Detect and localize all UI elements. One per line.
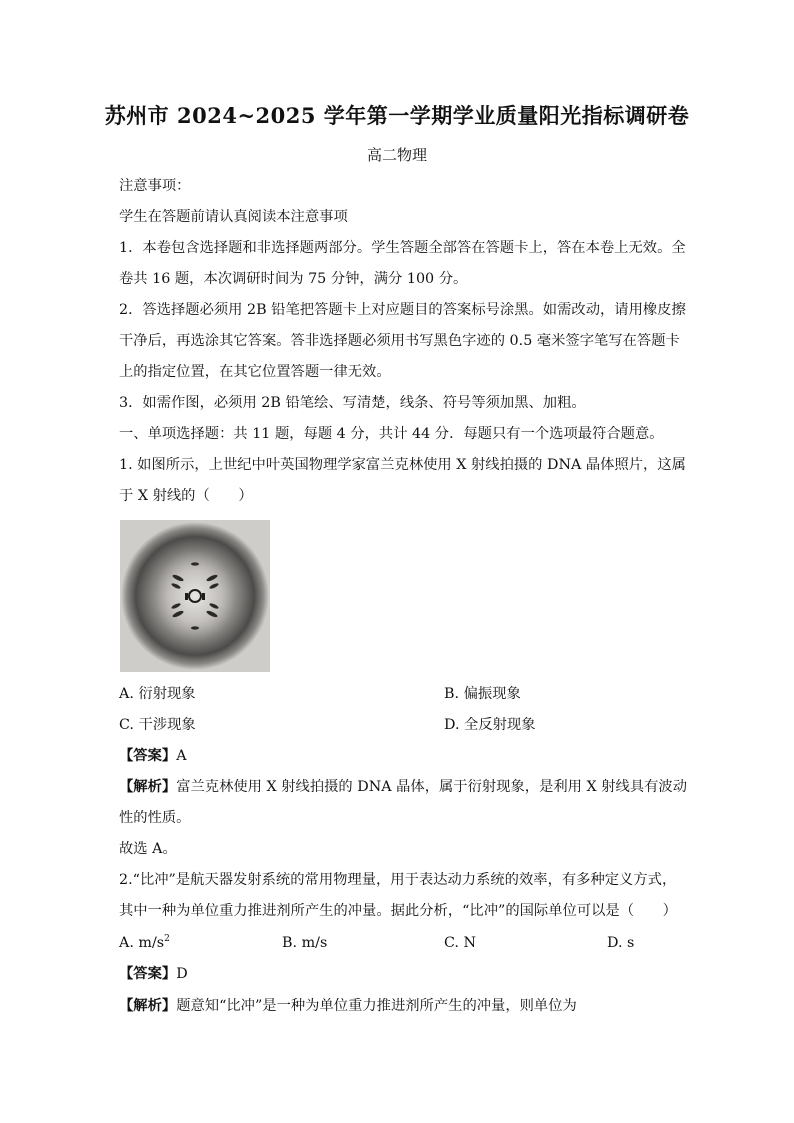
q2-analysis-line-1 — [119, 996, 679, 1016]
q2-answer-label: 【答案】 — [119, 966, 177, 982]
q2-option-b: B. m/s — [282, 935, 328, 951]
q2-option-c: C. N — [444, 935, 477, 951]
notice-item-1-line-2: 卷共 16 题，本次调研时间为 75 分钟，满分 100 分。 — [119, 271, 468, 287]
q1-option-c: C. 干涉现象 — [119, 717, 196, 733]
notice-item-2-line-2: 干净后，再选涂其它答案。答非选择题必须用书写黑色字迹的 0.5 毫米签字笔写在答题卡 — [119, 333, 680, 349]
q2-analysis-label: 【解析】 — [119, 998, 177, 1014]
q1-analysis-line-2: 性的性质。 — [119, 810, 191, 826]
q1-answer-label: 【答案】 — [119, 748, 177, 764]
q2-answer-value: D — [176, 966, 188, 982]
q2-stem-line-2: 其中一种为单位重力推进剂所产生的冲量。据此分析，“比冲”的国际单位可以是（ ） — [119, 903, 677, 919]
notice-item-3: 3．如需作图，必须用 2B 铅笔绘、写清楚，线条、符号等须加黑、加粗。 — [119, 395, 586, 411]
q1-stem-line-2: 于 X 射线的（ ） — [119, 488, 253, 504]
q1-analysis-line-1 — [119, 777, 688, 797]
q1-analysis-label: 【解析】 — [119, 779, 177, 795]
q2-answer — [119, 964, 679, 984]
q2-option-a-text: A. m/s — [119, 935, 165, 951]
q2-option-d: D. s — [607, 935, 635, 951]
q1-option-a: A. 衍射现象 — [119, 686, 196, 702]
section-1-heading: 一、单项选择题：共 11 题，每题 4 分，共计 44 分．每题只有一个选项最符合题意。 — [119, 426, 664, 442]
page-subtitle: 高二物理 — [366, 146, 427, 164]
q1-conclusion: 故选 A。 — [119, 841, 177, 857]
dna-xray-diffraction-photo — [120, 520, 270, 672]
q1-answer — [119, 746, 679, 766]
notice-item-1-line-1: 1．本卷包含选择题和非选择题两部分。学生答题全部答在答题卡上，答在本卷上无效。全 — [119, 240, 686, 256]
notice-intro: 学生在答题前请认真阅读本注意事项 — [119, 209, 348, 225]
q1-analysis-text: 富兰克林使用 X 射线拍摄的 DNA 晶体，属于衍射现象，是利用 X 射线具有波动 — [176, 779, 688, 795]
page-title: 苏州市 2024~2025 学年第一学期学业质量阳光指标调研卷 — [104, 103, 690, 128]
q2-analysis-text: 题意知“比冲”是一种为单位重力推进剂所产生的冲量，则单位为 — [176, 998, 577, 1014]
notice-heading: 注意事项： — [119, 178, 191, 194]
q1-answer-value: A — [176, 748, 187, 764]
q2-option-a-exponent: 2 — [164, 934, 170, 945]
notice-item-2-line-1: 2．答选择题必须用 2B 铅笔把答题卡上对应题目的答案标号涂黑。如需改动，请用橡皮擦 — [119, 302, 686, 318]
q2-option-a — [119, 933, 170, 953]
q1-option-d: D. 全反射现象 — [444, 717, 536, 733]
q1-option-b: B. 偏振现象 — [444, 686, 521, 702]
q1-stem-line-1: 1. 如图所示，上世纪中叶英国物理学家富兰克林使用 X 射线拍摄的 DNA 晶体照片，这属 — [119, 457, 686, 473]
q2-stem-line-1: 2.“比冲”是航天器发射系统的常用物理量，用于表达动力系统的效率，有多种定义方式， — [119, 872, 677, 888]
notice-item-2-line-3: 上的指定位置，在其它位置答题一律无效。 — [119, 364, 391, 380]
